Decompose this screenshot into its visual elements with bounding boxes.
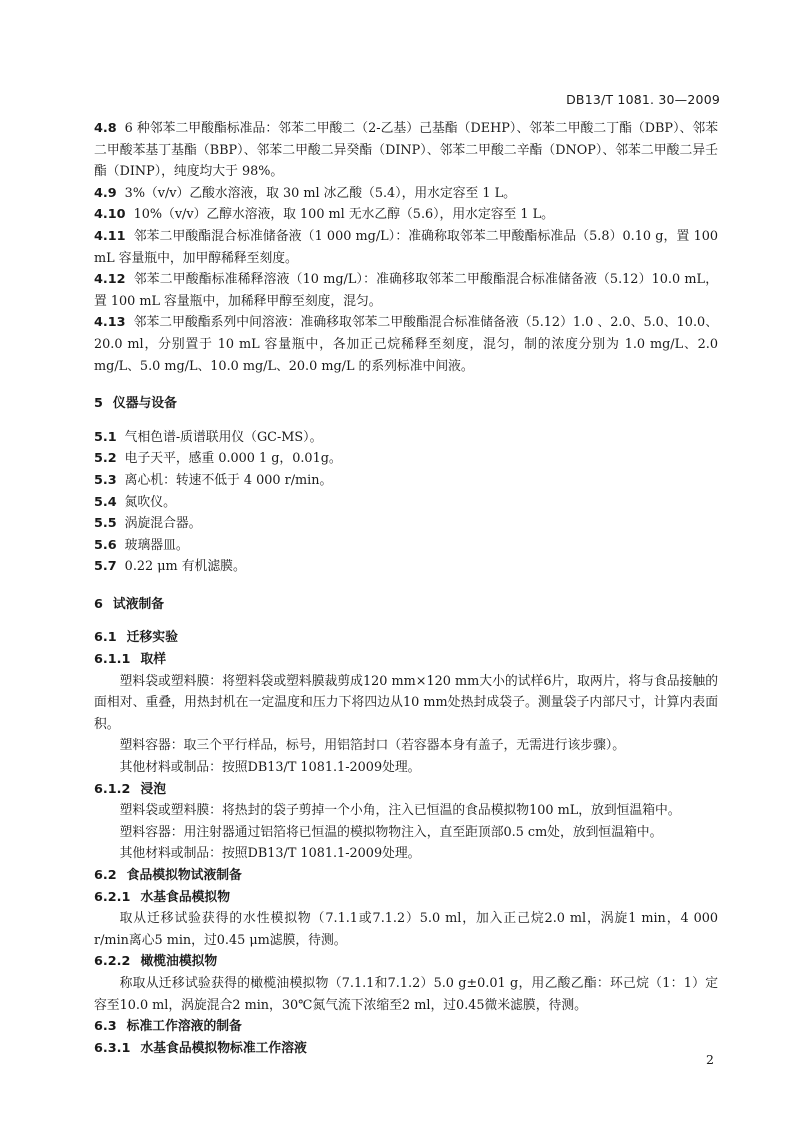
paragraph: 塑料袋或塑料膜：将热封的袋子剪掉一个小角，注入已恒温的食品模拟物100 mL，放到恒温箱中。: [119, 803, 681, 819]
item-text: 电子天平，感重 0.000 1 g，0.01g。: [124, 451, 342, 467]
reagent-item: [94, 183, 718, 205]
subsection-6-1-1-title: [94, 649, 718, 671]
subsection-number: 6.2.1: [94, 889, 131, 905]
item-number: 5.7: [94, 559, 117, 575]
page-number: 2: [706, 1052, 714, 1067]
equipment-item: [94, 470, 718, 492]
paragraph: 称取从迁移试验获得的橄榄油模拟物（7.1.1和7.1.2）5.0 g±0.01 g，用乙酸乙酯：环己烷（1：1）定容至10.0 ml，涡旋混合2 min，30℃氮气流下浓缩至2 ml，过0.45微米滤膜，待测。: [94, 975, 718, 1013]
paragraph: 塑料袋或塑料膜：将塑料袋或塑料膜裁剪成120 mm×120 mm大小的试样6片，取两片，将与食品接触的面相对、重叠，用热封机在一定温度和压力下将四边从10 mm处热封成袋子。测量袋子内部尺寸，计算内表面积。: [94, 673, 718, 732]
item-number: 4.8: [94, 121, 117, 136]
item-number: 5.5: [94, 516, 117, 532]
subsection-title-text: 食品模拟物试液制备: [126, 868, 242, 883]
subsection-number: 6.1.2: [94, 781, 131, 797]
subsection-number: 6.1.1: [94, 652, 131, 668]
document-id-header: DB13/T 1081. 30—2009: [566, 92, 720, 107]
subsection-6-2-title: [94, 865, 718, 887]
item-text: 涡旋混合器。: [124, 516, 202, 532]
item-text: 6 种邻苯二甲酸酯标准品：邻苯二甲酸二（2-乙基）己基酯（DEHP）、邻苯二甲酸二丁酯（DBP）、邻苯二甲酸苯基丁基酯（BBP）、邻苯二甲酸二异癸酯（DINP）、邻苯二甲酸二辛酯（DNOP）、邻苯二甲酸二异壬酯（DINP），纯度均大于 98%。: [94, 121, 718, 180]
subsection-title-text: 标准工作溶液的制备: [126, 1019, 242, 1035]
item-text: 氮吹仪。: [124, 494, 176, 510]
subsection-number: 6.3.1: [94, 1040, 131, 1056]
paragraph: 其他材料或制品：按照DB13/T 1081.1-2009处理。: [119, 760, 421, 776]
item-number: 4.10: [94, 207, 126, 223]
item-number: 5.1: [94, 429, 117, 445]
item-text: 0.22 μm 有机滤膜。: [124, 559, 246, 575]
document-body: [94, 118, 718, 1059]
section-6-title: [94, 594, 718, 616]
item-text: 玻璃器皿。: [124, 537, 189, 553]
paragraph: 其他材料或制品：按照DB13/T 1081.1-2009处理。: [119, 846, 421, 862]
paragraph: 塑料容器：用注射器通过铝箔将已恒温的模拟物物注入，直至距顶部0.5 cm处，放到恒温箱中。: [119, 824, 663, 840]
item-text: 气相色谱-质谱联用仪（GC-MS）。: [124, 429, 323, 445]
item-number: 4.13: [94, 315, 126, 331]
equipment-item: [94, 556, 718, 578]
paragraph: 塑料容器：取三个平行样品，标号，用铝箔封口（若容器本身有盖子，无需进行该步骤）。: [119, 738, 626, 754]
item-number: 5.2: [94, 451, 117, 467]
subsection-title-text: 取样: [140, 652, 167, 668]
reagent-item: [94, 204, 718, 226]
item-text: 邻苯二甲酸酯标准稀释溶液（10 mg/L）：准确移取邻苯二甲酸酯混合标准储备液（5.12）10.0 mL，置 100 mL 容量瓶中，加稀释甲醇至刻度，混匀。: [94, 272, 718, 309]
section-number: 5: [94, 396, 103, 412]
subsection-title-text: 迁移实验: [126, 630, 178, 646]
item-text: 10%（v/v）乙醇水溶液，取 100 ml 无水乙醇（5.6），用水定容至 1 L。: [133, 207, 554, 223]
section-5-title: [94, 393, 718, 415]
item-number: 5.6: [94, 537, 117, 553]
subsection-6-1-title: [94, 627, 718, 649]
item-number: 5.3: [94, 472, 117, 488]
subsection-6-2-1-title: [94, 887, 718, 909]
item-text: 邻苯二甲酸酯混合标准储备液（1 000 mg/L）：准确称取邻苯二甲酸酯标准品（5.8）0.10 g，置 100 mL 容量瓶中，加甲醇稀释至刻度。: [94, 228, 718, 266]
reagent-item: [94, 226, 718, 269]
item-text: 邻苯二甲酸酯系列中间溶液：准确移取邻苯二甲酸酯混合标准储备液（5.12）1.0 、2.0、5.0、10.0、20.0 ml，分别置于 10 mL 容量瓶中，各加正己烷稀释至刻度，混匀，制的浓度分别为 1.0 mg/L、2.0 mg/L、5.0 mg/L、10.0 mg/L、20.0 mg/L 的系列标准中间液。: [94, 315, 718, 374]
section-title-text: 仪器与设备: [112, 396, 177, 412]
subsection-title-text: 水基食品模拟物: [140, 889, 231, 905]
item-text: 3%（v/v）乙酸水溶液，取 30 ml 冰乙酸（5.4），用水定容至 1 L。: [124, 185, 516, 201]
equipment-item: [94, 513, 718, 535]
reagent-item: [94, 269, 718, 312]
reagent-item: [94, 118, 718, 183]
item-number: 4.12: [94, 272, 126, 288]
equipment-item: [94, 448, 718, 470]
equipment-item: [94, 535, 718, 557]
reagent-item: [94, 312, 718, 377]
section-title-text: 试液制备: [112, 596, 165, 612]
item-text: 离心机：转速不低于 4 000 r/min。: [124, 472, 333, 488]
subsection-6-1-2-title: [94, 779, 718, 801]
subsection-number: 6.3: [94, 1019, 117, 1035]
equipment-item: [94, 427, 718, 449]
subsection-6-3-title: [94, 1016, 718, 1038]
subsection-number: 6.2: [94, 868, 117, 883]
paragraph: 取从迁移试验获得的水性模拟物（7.1.1或7.1.2）5.0 ml，加入正己烷2.0 ml，涡旋1 min，4 000 r/min离心5 min，过0.45 μm滤膜，待测。: [94, 911, 718, 948]
subsection-title-text: 浸泡: [140, 781, 167, 797]
item-number: 5.4: [94, 494, 117, 510]
subsection-title-text: 橄榄油模拟物: [140, 954, 218, 970]
subsection-number: 6.1: [94, 630, 117, 646]
subsection-6-3-1-title: [94, 1038, 718, 1060]
subsection-number: 6.2.2: [94, 954, 131, 970]
item-number: 4.9: [94, 185, 117, 201]
subsection-title-text: 水基食品模拟物标准工作溶液: [140, 1040, 307, 1056]
section-number: 6: [94, 596, 103, 612]
item-number: 4.11: [94, 228, 126, 244]
equipment-item: [94, 492, 718, 514]
subsection-6-2-2-title: [94, 951, 718, 973]
